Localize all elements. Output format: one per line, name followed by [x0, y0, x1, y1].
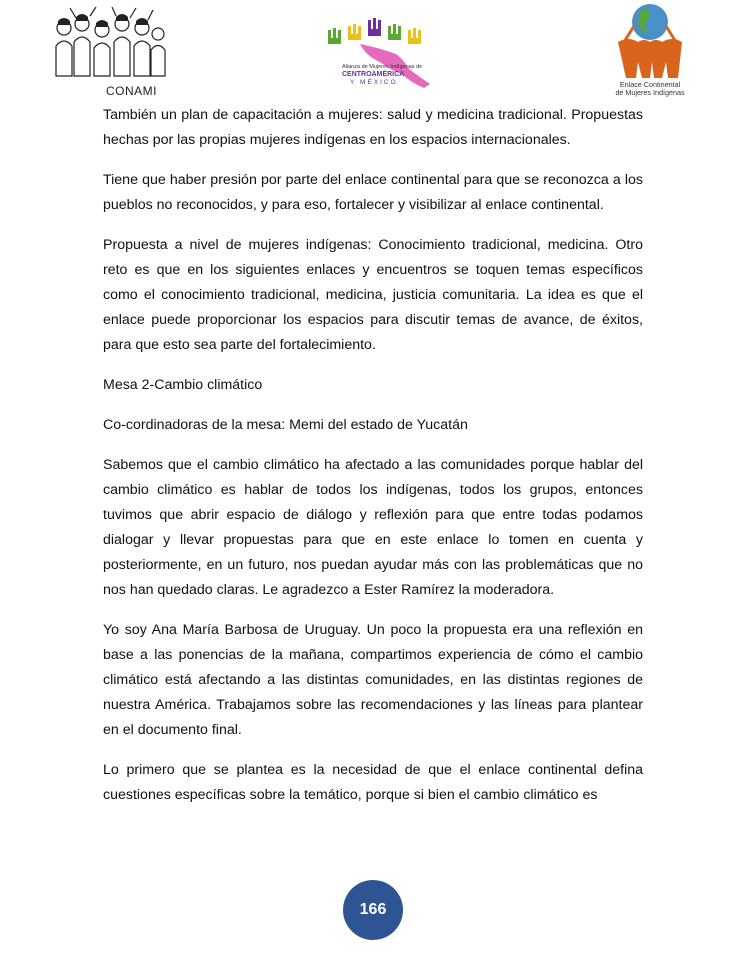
document-body	[103, 103, 643, 823]
paragraph: Propuesta a nivel de mujeres indígenas: Conocimiento tradicional, medicina. Otro reto es que en los siguientes enlaces y encuentros se toquen temas específicos como el conocimiento tradicional, medicina, justicia comunitaria. La idea es que el enlace puede proporcionar los espacios para discutir temas de avance, de éxitos, para que esto sea parte del fortalecimiento.	[103, 237, 643, 353]
enlace-caption-line2: de Mujeres Indígenas	[615, 88, 685, 97]
raised-hands-icon	[328, 18, 421, 44]
alianza-line3: Y MÉXICO	[350, 79, 398, 86]
coordinators-line: Co-cordinadoras de la mesa: Memi del estado de Yucatán	[103, 417, 468, 433]
paragraph: Lo primero que se plantea es la necesidad de que el enlace continental defina cuestiones específicas sobre la temático, porque si bien el cambio climático es	[103, 762, 643, 803]
paragraph: Yo soy Ana María Barbosa de Uruguay. Un poco la propuesta era una reflexión en base a las ponencias de la mañana, compartimos experiencia de cómo el cambio climático está afectando a las distintas comunidades, en las distintas regiones de nuestra América. Trabajamos sobre las recomendaciones y las líneas para plantear en el documento final.	[103, 622, 643, 738]
supporting-figures	[618, 39, 682, 78]
conami-logo	[50, 6, 168, 98]
alianza-logo	[320, 14, 442, 100]
paragraph: Tiene que haber presión por parte del enlace continental para que se reconozca a los pueblos no reconocidos, y para eso, fortalecer y visibilizar al enlace continental.	[103, 172, 643, 213]
enlace-caption	[604, 81, 696, 97]
section-heading: Mesa 2-Cambio climático	[103, 377, 263, 393]
alianza-line2: CENTROAMÉRICA	[342, 71, 405, 78]
conami-caption: CONAMI	[106, 84, 157, 98]
women-group-illustration	[50, 6, 168, 84]
enlace-continental-logo	[604, 2, 696, 100]
paragraph: Sabemos que el cambio climático ha afectado a las comunidades porque hablar del cambio climático es hablar de todos los indígenas, todos los grupos, entonces tuvimos que abrir espacio de diálogo y reflexión para que entre todas podamos dialogar y llevar propuestas para que en este enlace lo tomen en cuenta y posteriormente, en un futuro, nos puedan ayudar más con las problemáticas que no nos han quedado claras. Le agradezco a Ester Ramírez la moderadora.	[103, 457, 643, 598]
page-number-badge: 166	[343, 880, 403, 940]
enlace-caption-line1: Enlace Continental	[619, 80, 681, 89]
alianza-line1: Alianza de Mujeres Indígenas de	[342, 64, 423, 70]
globe-icon	[632, 4, 668, 40]
paragraph: También un plan de capacitación a mujeres: salud y medicina tradicional. Propuestas hechas por las propias mujeres indígenas en los espacios internacionales.	[103, 107, 643, 148]
